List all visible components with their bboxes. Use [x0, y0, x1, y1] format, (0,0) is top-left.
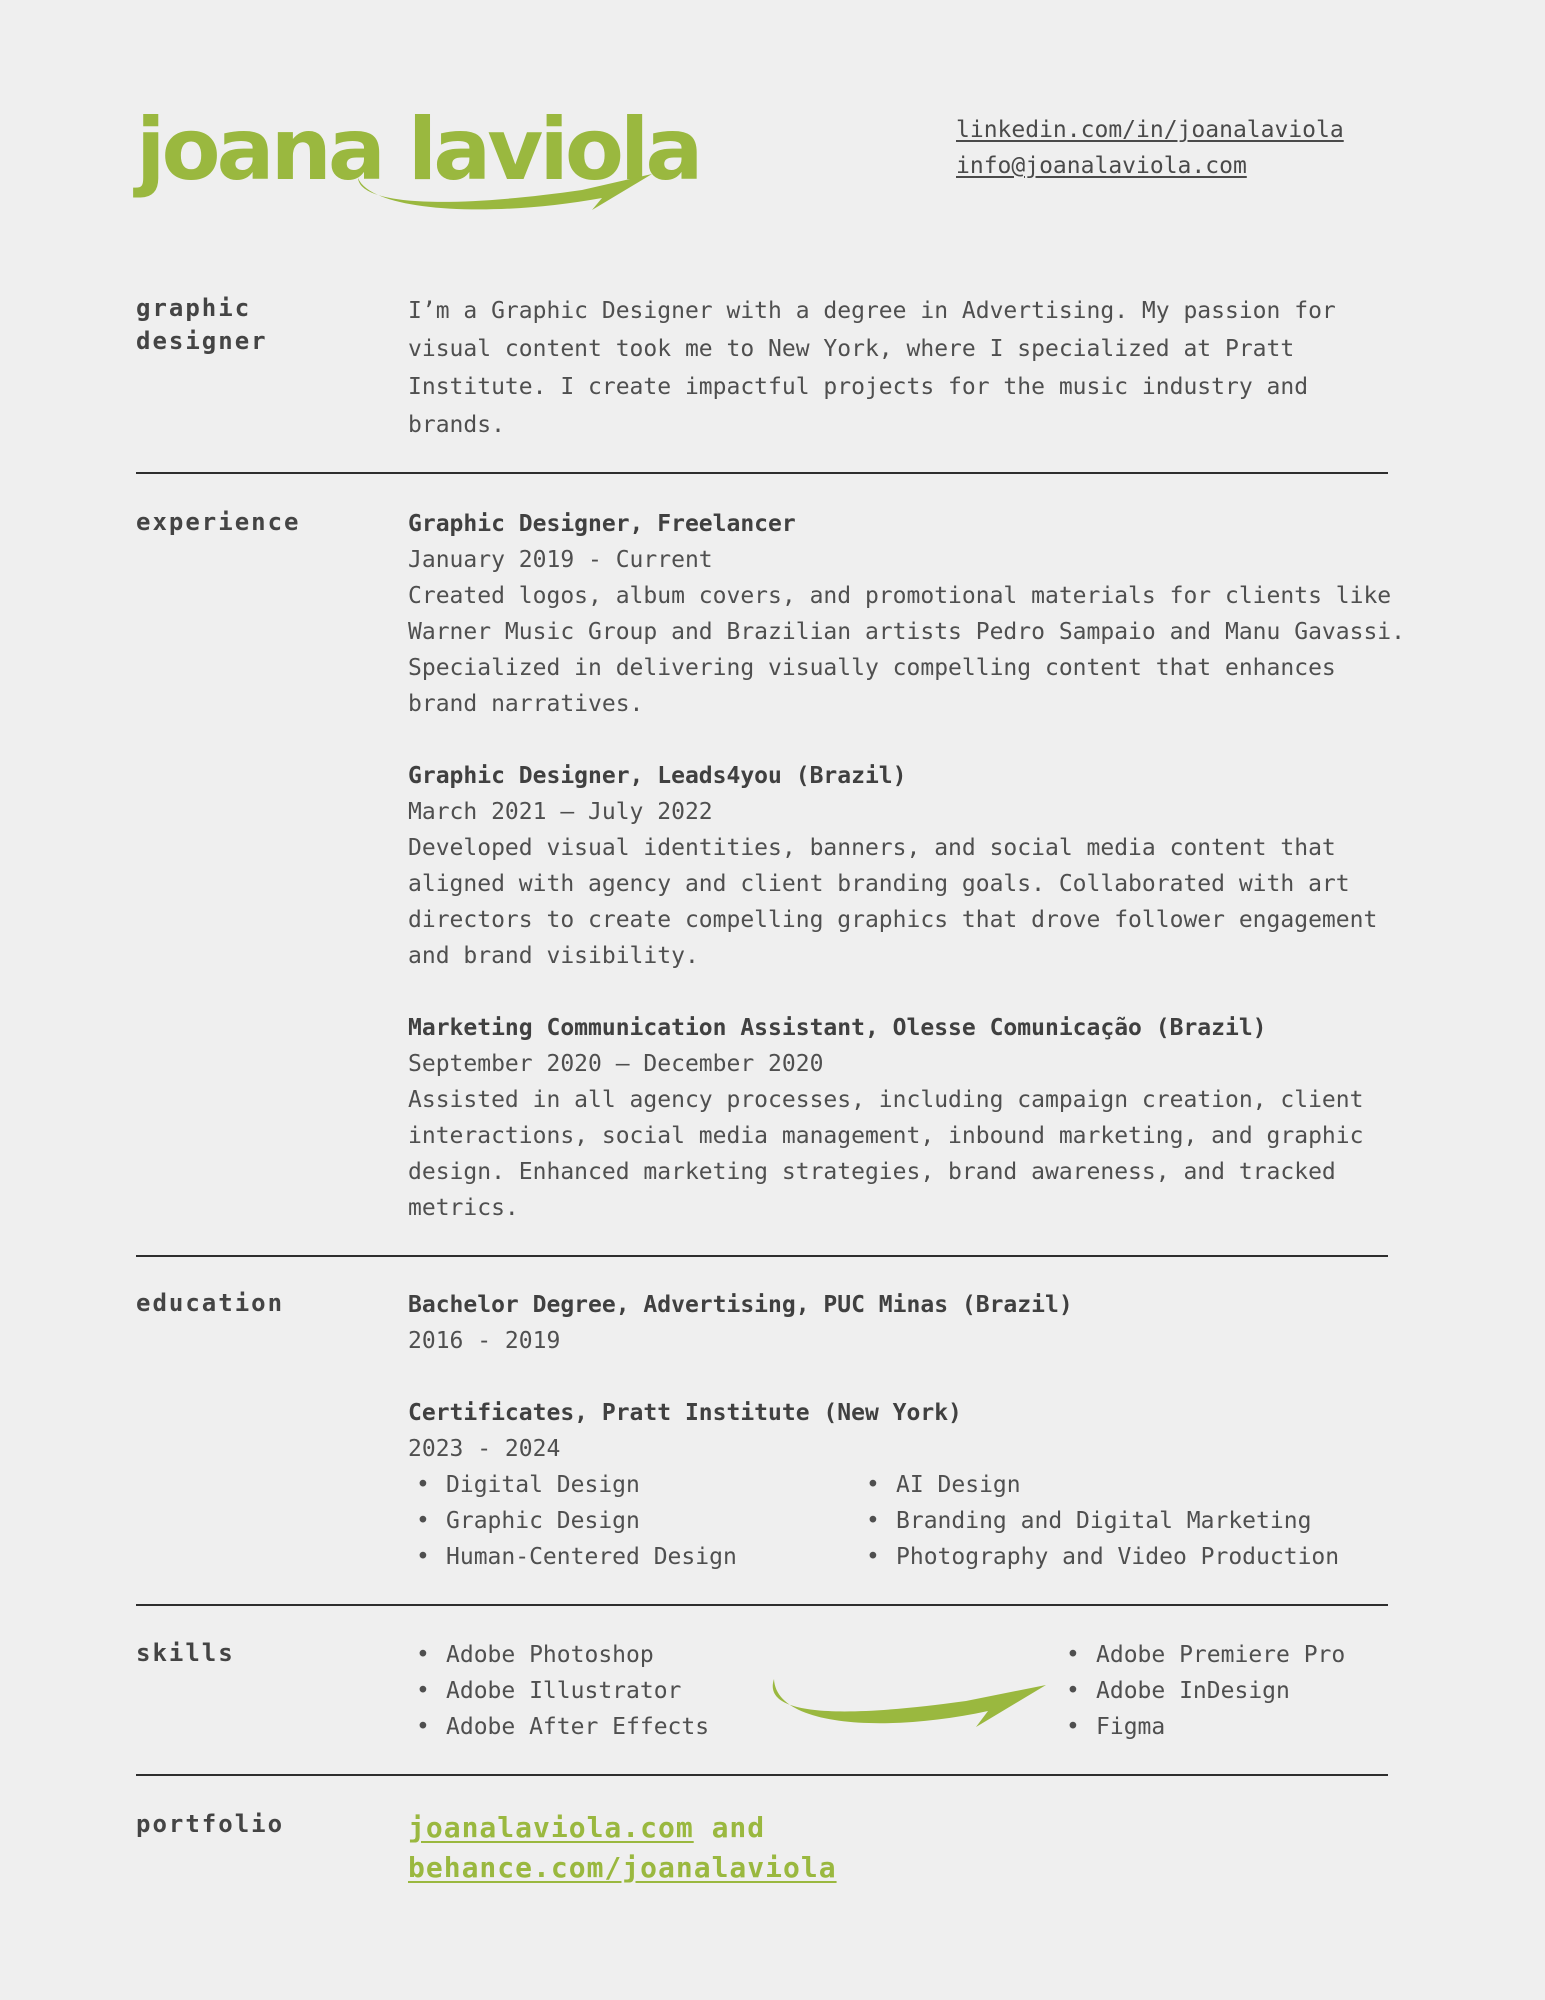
list-item: • Adobe After Effects: [408, 1709, 768, 1745]
experience-entry: [408, 758, 1408, 974]
degree-title: Bachelor Degree, Advertising, PUC Minas (Brazil): [408, 1292, 1073, 1318]
divider: [136, 472, 1388, 474]
divider: [136, 1774, 1388, 1776]
contact-links: [956, 112, 1344, 184]
experience-title: Marketing Communication Assistant, Olesse Comunicação (Brazil): [408, 1015, 1267, 1041]
email-link[interactable]: info@joanalaviola.com: [956, 153, 1247, 179]
list-item: • Adobe Illustrator: [408, 1673, 768, 1709]
experience-entry: [408, 1010, 1408, 1226]
certificates-courses: [408, 1467, 1408, 1575]
experience-entry: [408, 506, 1408, 722]
portfolio-label: portfolio: [136, 1810, 285, 1838]
courses-column: [858, 1467, 1339, 1575]
certificates-dates: 2023 - 2024: [408, 1436, 561, 1462]
experience-title: Graphic Designer, Leads4you (Brazil): [408, 763, 907, 789]
degree-dates: 2016 - 2019: [408, 1328, 561, 1354]
swoosh-icon: [766, 1671, 1046, 1741]
logo-swoosh-icon: [352, 160, 652, 220]
intro-text: I’m a Graphic Designer with a degree in Advertising. My passion for visual content took me to New York, where I specialized at Pratt Institute. I create impactful projects for the music industry and brands.: [408, 298, 1336, 438]
experience-dates: September 2020 – December 2020: [408, 1051, 824, 1077]
skills-label: skills: [136, 1639, 235, 1667]
courses-column: [408, 1467, 858, 1575]
education-label: education: [136, 1289, 285, 1317]
list-item: • AI Design: [858, 1467, 1339, 1503]
experience-dates: January 2019 - Current: [408, 547, 713, 573]
experience-list: [408, 506, 1408, 1226]
behance-link[interactable]: behance.com/joanalaviola: [408, 1851, 837, 1884]
list-item: • Digital Design: [408, 1467, 858, 1503]
education-entry: [408, 1287, 1408, 1359]
logo: [136, 100, 700, 218]
list-item: • Photography and Video Production: [858, 1539, 1339, 1575]
experience-label: experience: [136, 508, 301, 536]
experience-description: Created logos, album covers, and promotional materials for clients like Warner Music Group and Brazilian artists Pedro Sampaio and Manu Gavassi. Specialized in delivering visually compelling content that enhances brand narratives.: [408, 583, 1405, 717]
list-item: • Graphic Design: [408, 1503, 858, 1539]
list-item: • Branding and Digital Marketing: [858, 1503, 1339, 1539]
list-item: • Figma: [1058, 1709, 1408, 1745]
logo-name: joana laviola: [136, 100, 700, 200]
linkedin-link[interactable]: linkedin.com/in/joanalaviola: [956, 117, 1344, 143]
experience-description: Assisted in all agency processes, including campaign creation, client interactions, social media management, inbound marketing, and graphic design. Enhanced marketing strategies, brand awareness, and tracked metrics.: [408, 1087, 1364, 1221]
portfolio-links: [408, 1808, 1408, 1888]
portfolio-connector: and: [711, 1811, 766, 1844]
skills-column: [1058, 1637, 1408, 1745]
education-entry: [408, 1395, 1408, 1575]
skills-column: [408, 1637, 768, 1745]
experience-dates: March 2021 – July 2022: [408, 799, 713, 825]
list-item: • Adobe Premiere Pro: [1058, 1637, 1408, 1673]
certificates-title: Certificates, Pratt Institute (New York): [408, 1400, 962, 1426]
divider: [136, 1255, 1388, 1257]
list-item: • Adobe Photoshop: [408, 1637, 768, 1673]
intro-label: graphic designer: [136, 294, 268, 355]
divider: [136, 1604, 1388, 1606]
experience-title: Graphic Designer, Freelancer: [408, 511, 796, 537]
list-item: • Human-Centered Design: [408, 1539, 858, 1575]
list-item: • Adobe InDesign: [1058, 1673, 1408, 1709]
experience-description: Developed visual identities, banners, and social media content that aligned with agency and client branding goals. Collaborated with art directors to create compelling graphics that drove follower engagement and brand visibility.: [408, 835, 1378, 969]
education-list: [408, 1287, 1408, 1575]
website-link[interactable]: joanalaviola.com: [408, 1811, 694, 1844]
